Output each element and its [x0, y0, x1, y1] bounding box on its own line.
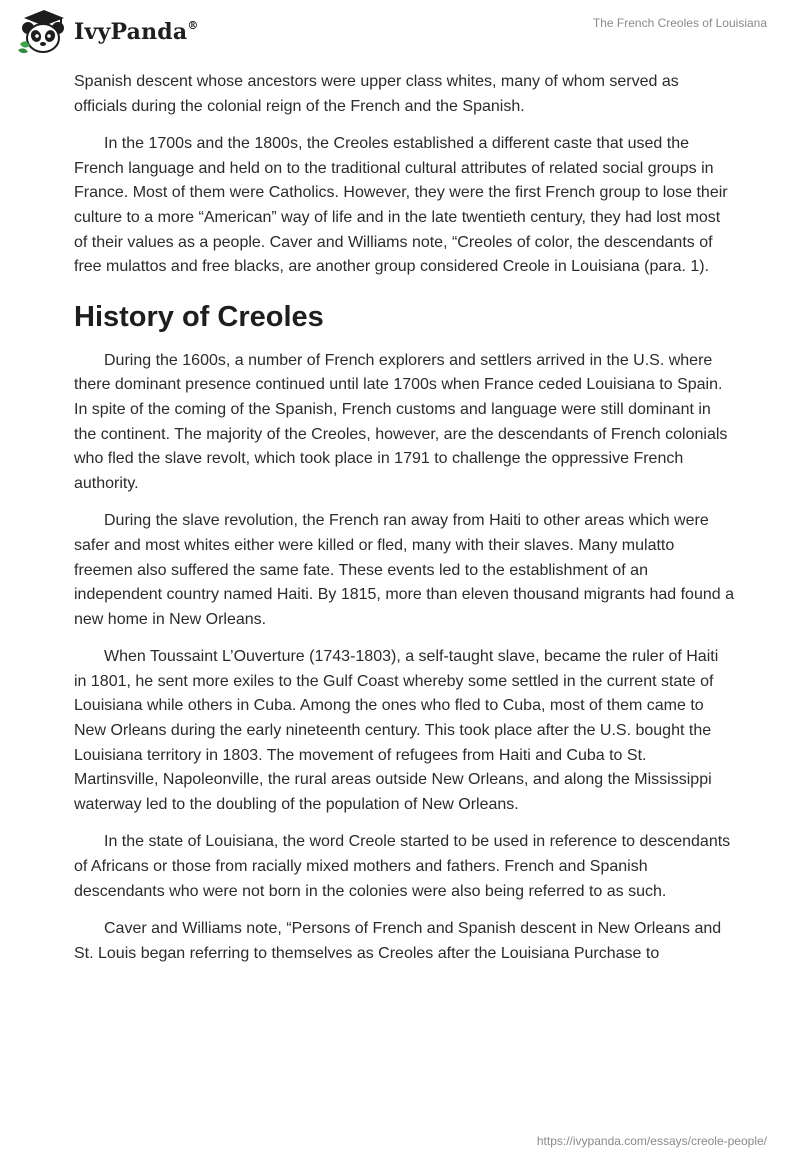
paragraph: Spanish descent whose ancestors were upper class whites, many of whom served as officials during the colonial reign of the French and the Spanish.	[74, 73, 679, 115]
brand-name: IvyPanda®	[74, 18, 199, 45]
paragraph: Caver and Williams note, “Persons of French and Spanish descent in New Orleans and St. Louis began referring to themselves as Creoles after the Louisiana Purchase to	[74, 920, 722, 962]
section-heading: History of Creoles	[74, 300, 324, 333]
ivypanda-logo[interactable]	[16, 8, 199, 56]
paragraph: During the slave revolution, the French ran away from Haiti to other areas which were safer and most whites either were killed or fled, many with their slaves. Many mulatto freemen also suffered the same fate. These events led to the establishment of an independent country named Haiti. By 1815, more than eleven thousand migrants had found a new home in New Orleans.	[74, 512, 734, 628]
page-header	[0, 0, 800, 70]
essay-content	[74, 70, 734, 979]
paragraph: When Toussaint L’Ouverture (1743-1803), a self-taught slave, became the ruler of Haiti in 1801, he sent more exiles to the Gulf Coast whereby some settled in the current state of Louisiana while others in Cuba. Among the ones who fled to Cuba, most of them came to New Orleans during the early nineteenth century. This took place after the U.S. bought the Louisiana territory in 1803. The movement of refugees from Haiti and Cuba to St. Martinsville, Napoleonville, the rural areas outside New Orleans, and along the Mississippi waterway led to the doubling of the population of New Orleans.	[74, 648, 719, 813]
paragraph: In the state of Louisiana, the word Creole started to be used in reference to descendants of Africans or those from racially mixed mothers and fathers. French and Spanish descendants who were not born in the colonies were also being referred to as such.	[74, 833, 731, 900]
registered-mark: ®	[187, 18, 199, 32]
paragraph: During the 1600s, a number of French explorers and settlers arrived in the U.S. where there dominant presence continued until late 1700s when France ceded Louisiana to Spain. In spite of the coming of the Spanish, French customs and language were still dominant in the continent. The majority of the Creoles, however, are the descendants of French colonials who fled the slave revolt, which took place in 1791 to challenge the oppressive French authority.	[74, 351, 728, 492]
document-title: The French Creoles of Louisiana	[592, 16, 767, 30]
paragraph: In the 1700s and the 1800s, the Creoles established a different caste that used the French language and held on to the traditional cultural attributes of related social groups in France. Most of them were Catholics. However, they were the first French group to lose their culture to a more “American” way of life and in the late twentieth century, they had lost most of their values as a people. Caver and Williams note, “Creoles of color, the descendants of free mulattos and free blacks, are another group considered Creole in Louisiana (para. 1).	[74, 135, 728, 276]
source-url[interactable]: https://ivypanda.com/essays/creole-people/	[536, 1134, 767, 1148]
panda-graduate-icon	[16, 8, 68, 56]
